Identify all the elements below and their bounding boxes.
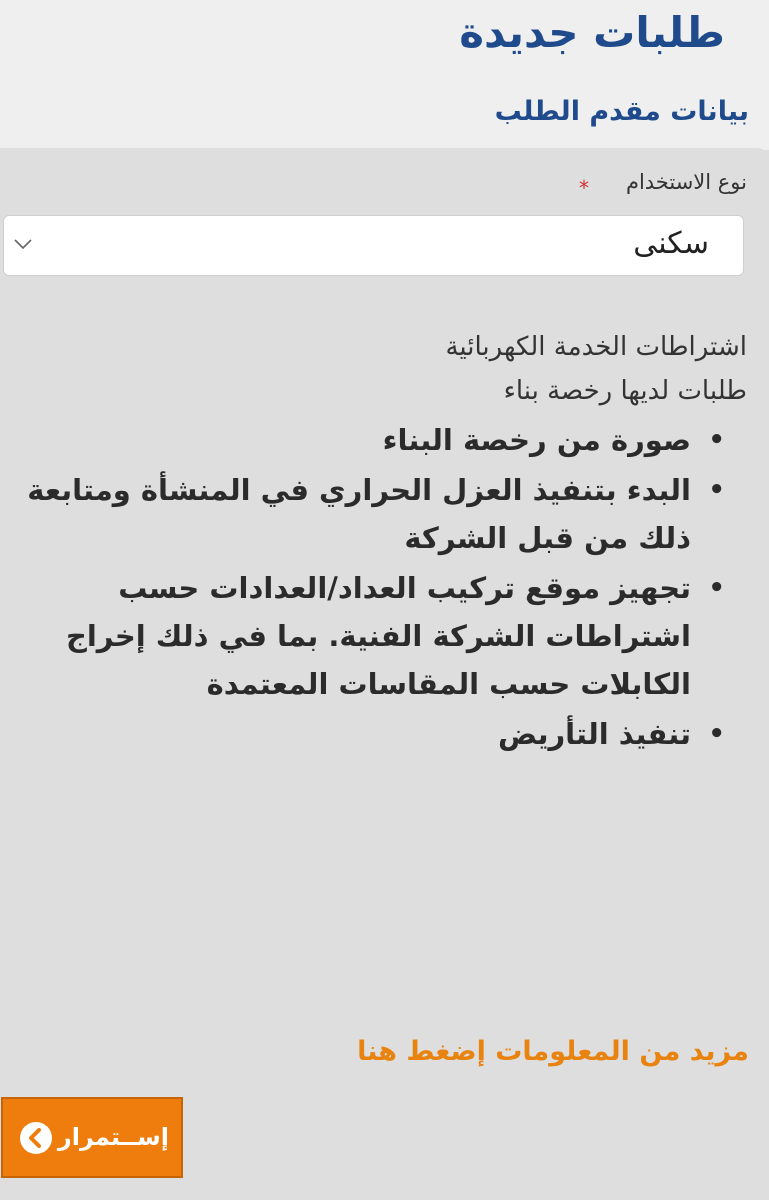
- requirements-line-1: اشتراطات الخدمة الكهربائية: [445, 332, 747, 362]
- requirement-text: تجهيز موقع تركيب العداد/العدادات حسب اشتراطات الشركة الفنية. بما في ذلك إخراج الكابلات حسب المقاسات المعتمدة: [65, 571, 691, 701]
- continue-button-label: إســتمرار: [57, 1123, 169, 1151]
- chevron-left-circle-icon: [17, 1119, 55, 1157]
- requirement-text: البدء بتنفيذ العزل الحراري في المنشأة ومتابعة ذلك من قبل الشركة: [27, 473, 691, 555]
- list-item: [11, 710, 725, 758]
- page-title: طلبات جديدة: [459, 8, 725, 57]
- requirement-text: صورة من رخصة البناء: [382, 423, 691, 457]
- requirements-list: [11, 416, 725, 760]
- chevron-down-icon: [12, 236, 34, 252]
- bullet-icon: •: [708, 719, 725, 749]
- continue-button[interactable]: [1, 1097, 183, 1178]
- usage-type-select[interactable]: [3, 215, 744, 276]
- bullet-icon: •: [708, 425, 725, 455]
- required-marker: *: [579, 176, 589, 200]
- more-info-link[interactable]: مزيد من المعلومات إضغط هنا: [357, 1036, 749, 1067]
- usage-type-value: سكنى: [633, 226, 709, 261]
- section-title: بيانات مقدم الطلب: [494, 96, 749, 127]
- usage-type-label: نوع الاستخدام: [625, 170, 747, 194]
- list-item: [11, 466, 725, 562]
- requirements-heading: [445, 325, 747, 413]
- list-item: [11, 416, 725, 464]
- bullet-icon: •: [708, 475, 725, 505]
- list-item: [11, 564, 725, 708]
- bullet-icon: •: [708, 573, 725, 603]
- requirement-text: تنفيذ التأريض: [498, 717, 691, 751]
- requirements-line-2: طلبات لديها رخصة بناء: [503, 376, 747, 406]
